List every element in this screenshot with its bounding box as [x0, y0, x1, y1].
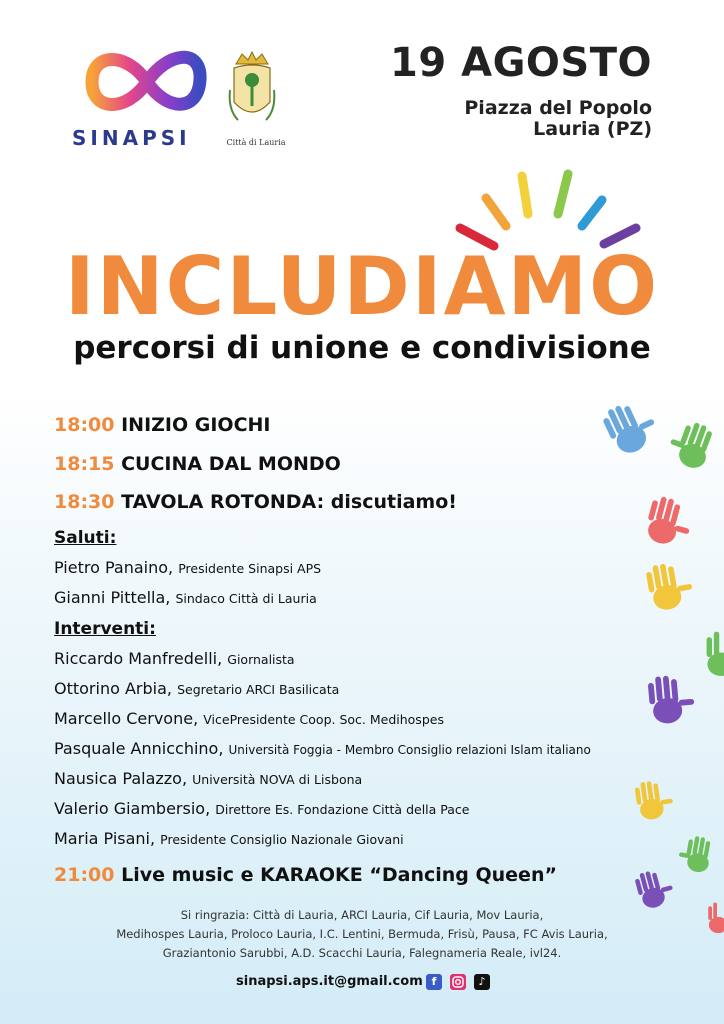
final-program-item	[54, 864, 557, 886]
thanks-line: Medihospes Lauria, Proloco Lauria, I.C. Lentini, Bermuda, Frisù, Pausa, FC Avis Lauria,	[116, 927, 608, 941]
event-place	[464, 98, 652, 140]
tiktok-icon[interactable]: ♪	[474, 974, 490, 990]
sinapsi-logo	[82, 42, 212, 122]
speaker-name: Pasquale Annicchino,	[54, 739, 224, 758]
speaker-role: Giornalista	[227, 652, 295, 667]
speaker-row	[54, 558, 321, 577]
program-label: INIZIO GIOCHI	[121, 414, 271, 436]
place-line-2: Lauria (PZ)	[533, 118, 652, 140]
event-title: INCLUDIAMO	[64, 240, 660, 333]
logo-text: SINAPSI	[72, 126, 191, 150]
speaker-row	[54, 799, 469, 818]
handprint-icon	[634, 494, 694, 554]
contact-email[interactable]: sinapsi.aps.it@gmail.com	[236, 974, 423, 989]
speaker-role: Presidente Consiglio Nazionale Giovani	[160, 832, 404, 847]
speaker-name: Valerio Giambersio,	[54, 799, 211, 818]
speaker-row	[54, 649, 295, 668]
city-caption: Città di Lauria	[226, 138, 286, 147]
program-item	[54, 414, 271, 436]
interventi-heading: Interventi:	[54, 619, 156, 639]
handprint-icon	[636, 560, 696, 620]
program-item	[54, 491, 457, 513]
thanks-line: Si ringrazia: Città di Lauria, ARCI Lauria, Cif Lauria, Mov Lauria,	[180, 908, 544, 922]
handprint-icon	[700, 900, 724, 940]
speaker-row	[54, 709, 444, 728]
speaker-row	[54, 679, 339, 698]
handprint-icon	[636, 672, 698, 734]
speaker-name: Ottorino Arbia,	[54, 679, 172, 698]
program-label: CUCINA DAL MONDO	[121, 453, 341, 475]
handprint-icon	[700, 628, 724, 686]
place-line-1: Piazza del Popolo	[464, 97, 652, 119]
speaker-name: Marcello Cervone,	[54, 709, 199, 728]
event-subtitle: percorsi di unione e condivisione	[73, 330, 651, 366]
event-date: 19 AGOSTO	[390, 40, 652, 86]
speaker-role: Direttore Es. Fondazione Città della Pace	[215, 802, 470, 817]
handprint-icon	[626, 778, 676, 828]
speaker-role: Sindaco Città di Lauria	[175, 591, 317, 606]
city-crest-icon	[228, 50, 276, 134]
speaker-row	[54, 769, 362, 788]
program-label: Live music e KARAOKE “Dancing Queen”	[121, 864, 557, 886]
speaker-role: VicePresidente Coop. Soc. Medihospes	[203, 712, 444, 727]
speaker-name: Gianni Pittella,	[54, 588, 171, 607]
program-time: 18:15	[54, 453, 115, 475]
program-time: 18:00	[54, 414, 115, 436]
program-label: TAVOLA ROTONDA: discutiamo!	[121, 491, 457, 513]
handprint-icon	[676, 834, 722, 880]
speaker-name: Pietro Panaino,	[54, 558, 174, 577]
handprint-icon	[596, 400, 660, 464]
speaker-row	[54, 829, 404, 848]
saluti-heading: Saluti:	[54, 528, 117, 548]
speaker-row	[54, 588, 317, 607]
speaker-row	[54, 739, 591, 758]
speaker-role: Università NOVA di Lisbona	[192, 772, 363, 787]
instagram-icon[interactable]	[450, 974, 466, 990]
speaker-role: Segretario ARCI Basilicata	[177, 682, 340, 697]
handprint-icon	[666, 420, 724, 478]
program-item	[54, 453, 341, 475]
speaker-name: Maria Pisani,	[54, 829, 156, 848]
facebook-icon[interactable]: f	[426, 974, 442, 990]
program-time: 21:00	[54, 864, 115, 886]
speaker-role: Presidente Sinapsi APS	[178, 561, 322, 576]
thanks-line: Graziantonio Sarubbi, A.D. Scacchi Lauria, Falegnameria Reale, ivl24.	[162, 946, 562, 960]
speaker-role: Università Foggia - Membro Consiglio relazioni Islam italiano	[228, 743, 591, 757]
speaker-name: Riccardo Manfredelli,	[54, 649, 223, 668]
thanks-block	[60, 906, 664, 963]
program-time: 18:30	[54, 491, 115, 513]
speaker-name: Nausica Palazzo,	[54, 769, 188, 788]
